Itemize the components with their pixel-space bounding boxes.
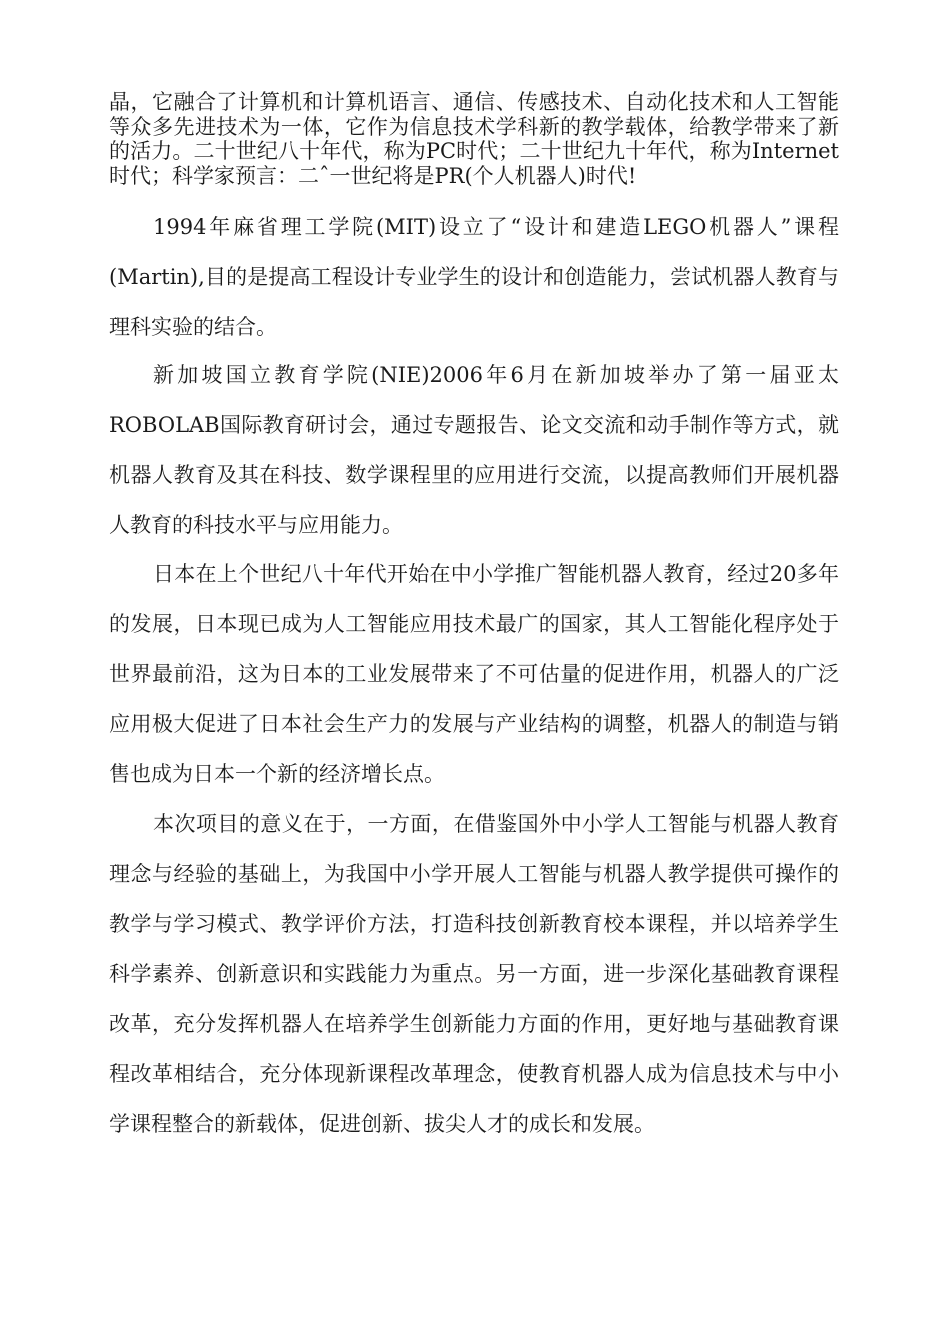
intro-paragraph: 晶，它融合了计算机和计算机语言、通信、传感技术、自动化技术和人工智能等众多先进技术为一体，它作为信息技术学科新的教学载体，给教学带来了新的活力。二十世纪八十年代，称为PC时代；二十世纪九十年代，称为Internet时代；科学家预言：二ˆ一世纪将是PR(个人机器人)时代! xyxy=(109,90,839,188)
paragraph-mit: 1994年麻省理工学院(MIT)设立了“设计和建造LEGO机器人”课程(Martin),目的是提高工程设计专业学生的设计和创造能力，尝试机器人教育与理科实验的结合。 xyxy=(109,215,839,339)
paragraph-japan: 日本在上个世纪八十年代开始在中小学推广智能机器人教育，经过20多年的发展，日本现已成为人工智能应用技术最广的国家，其人工智能化程序处于世界最前沿，这为日本的工业发展带来了不可估量的促进作用，机器人的广泛应用极大促进了日本社会生产力的发展与产业结构的调整，机器人的制造与销售也成为日本一个新的经济增长点。 xyxy=(109,562,839,786)
paragraph-project-significance: 本次项目的意义在于，一方面，在借鉴国外中小学人工智能与机器人教育理念与经验的基础上，为我国中小学开展人工智能与机器人教学提供可操作的教学与学习模式、教学评价方法，打造科技创新教育校本课程，并以培养学生科学素养、创新意识和实践能力为重点。另一方面，进一步深化基础教育课程改革，充分发挥机器人在培养学生创新能力方面的作用，更好地与基础教育课程改革相结合，充分体现新课程改革理念，使教育机器人成为信息技术与中小学课程整合的新载体，促进创新、拔尖人才的成长和发展。 xyxy=(109,812,839,1136)
paragraph-nie: 新加坡国立教育学院(NIE)2006年6月在新加坡举办了第一届亚太ROBOLAB国际教育研讨会，通过专题报告、论文交流和动手制作等方式，就机器人教育及其在科技、数学课程里的应用进行交流，以提高教师们开展机器人教育的科技水平与应用能力。 xyxy=(109,363,839,537)
